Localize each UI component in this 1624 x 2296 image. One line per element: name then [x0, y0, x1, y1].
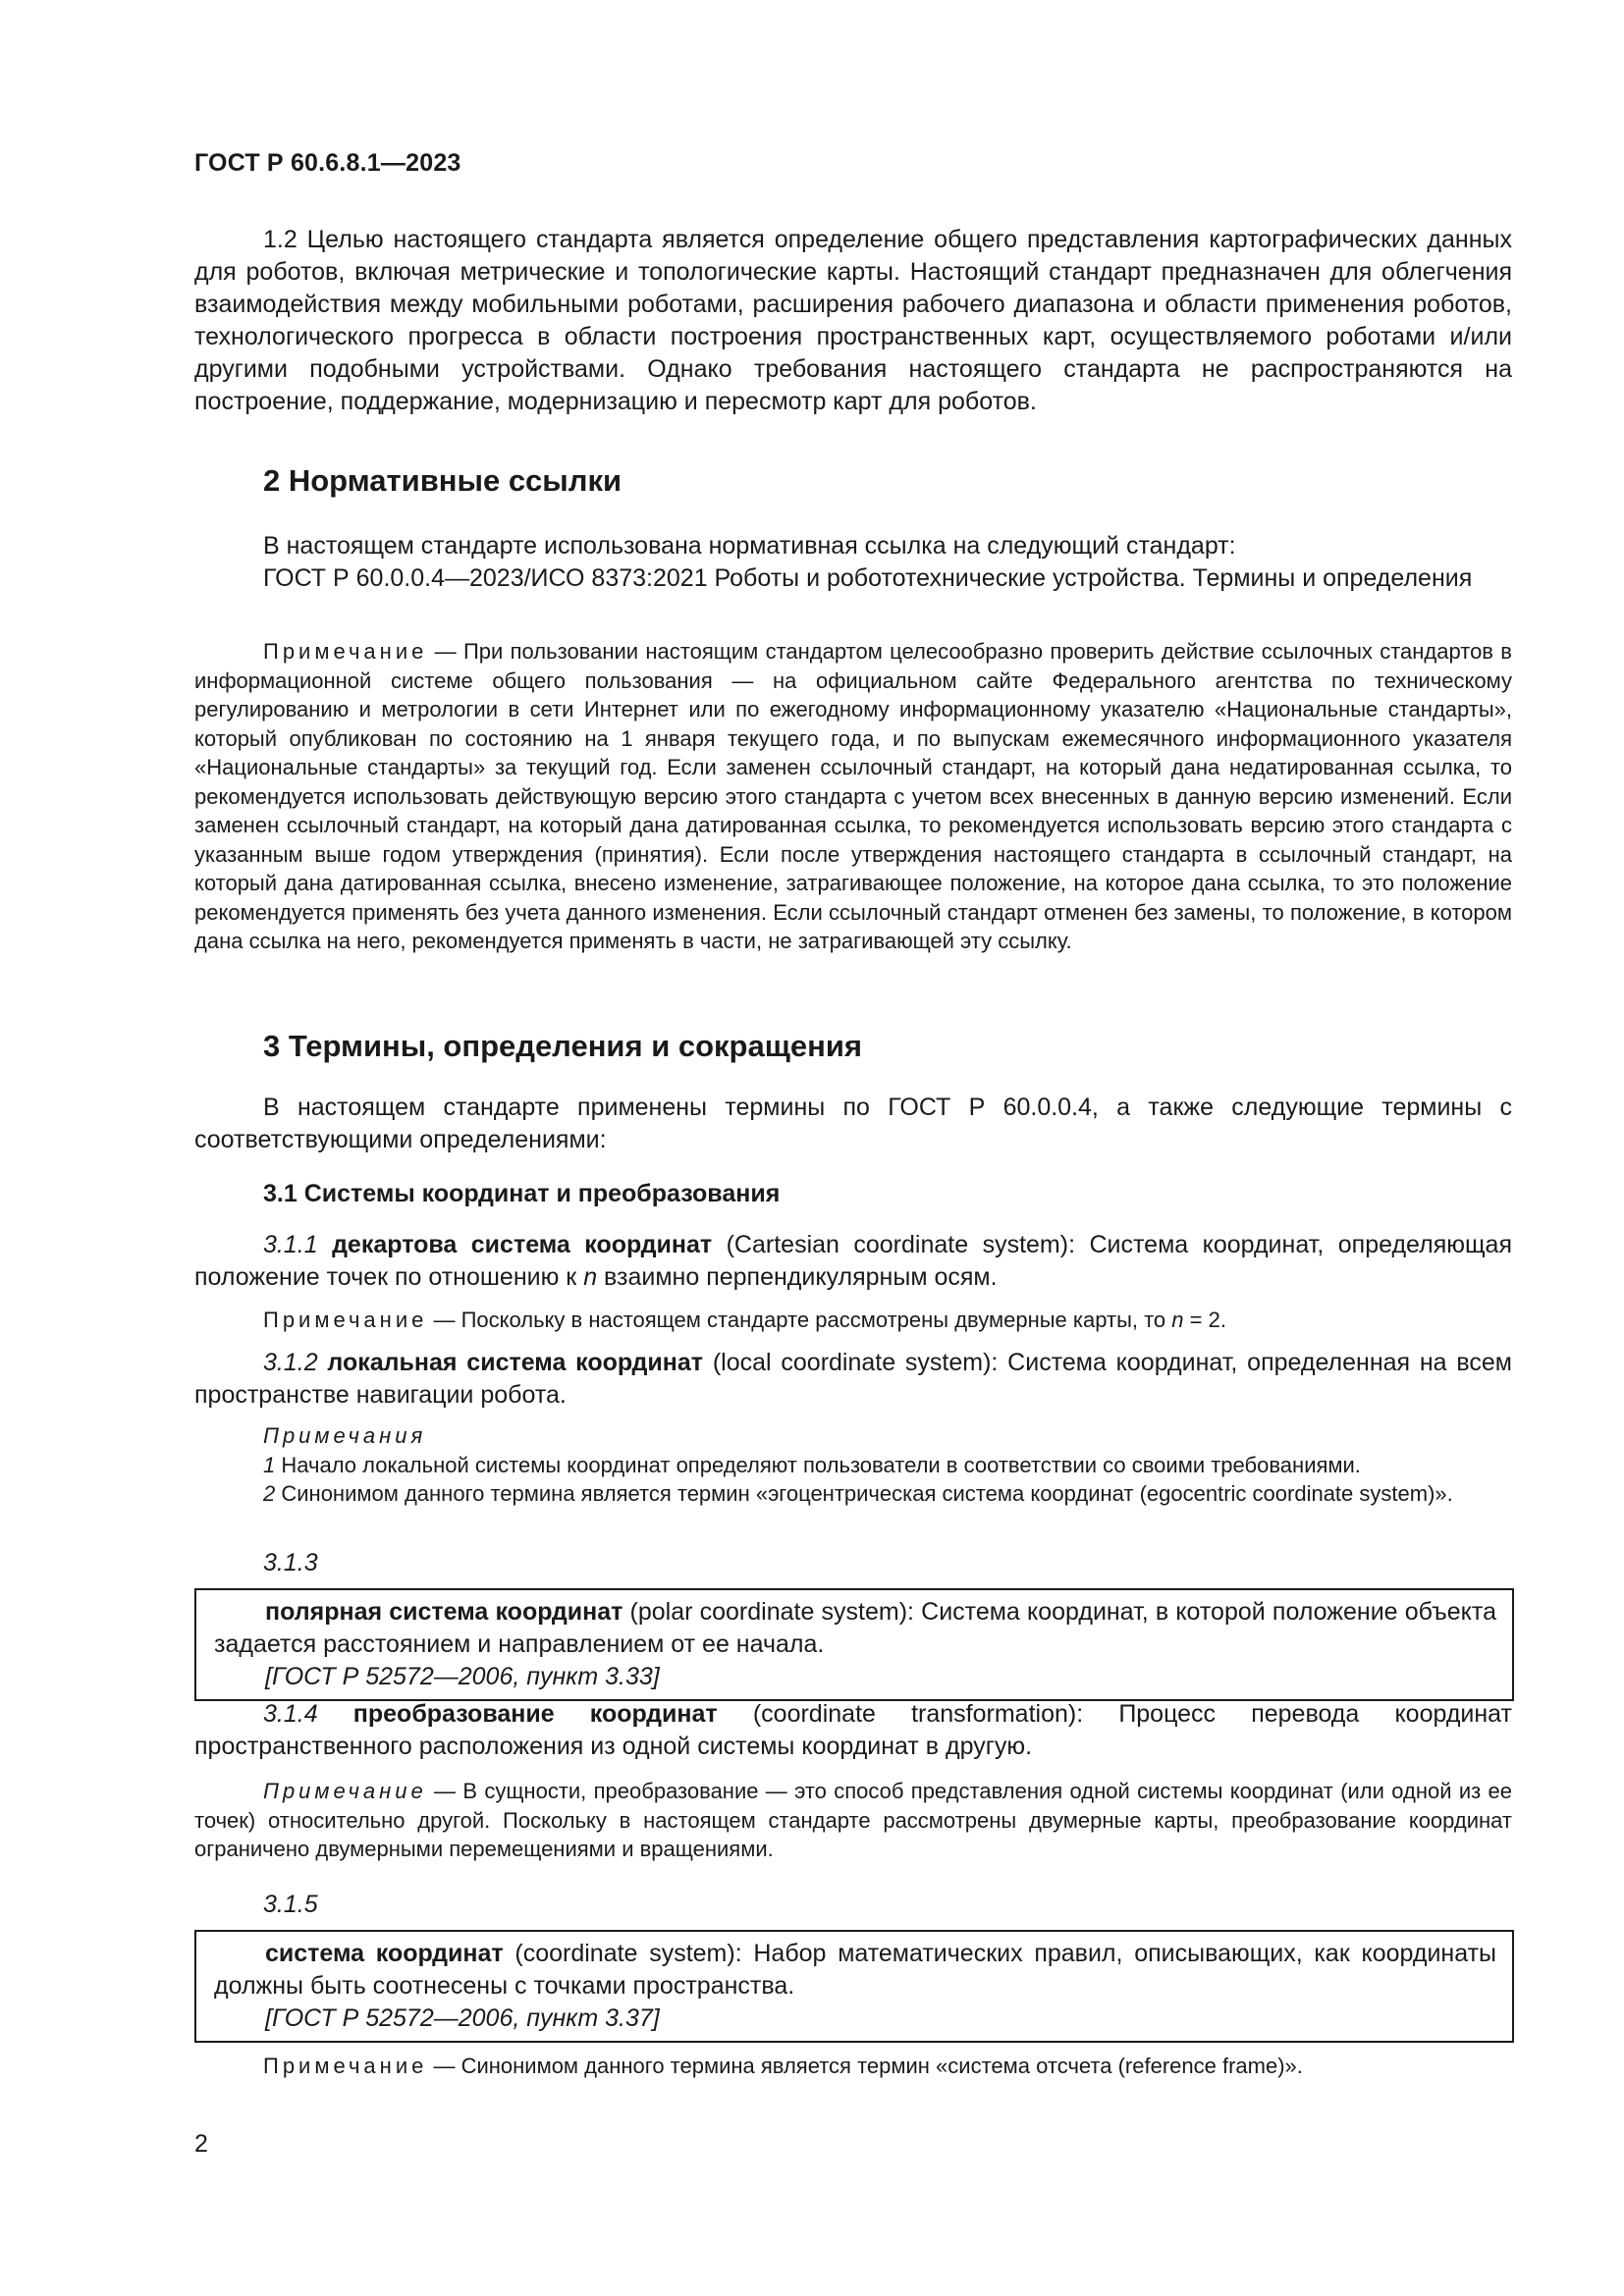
term-definition: (Cartesian coordinate system): Система координат, определяющая положение точек по отношению к: [194, 1231, 1512, 1291]
term-3-1-4: [194, 1698, 1512, 1763]
term-number: 3.1.2: [263, 1349, 318, 1376]
term-3-1-1: [194, 1229, 1512, 1294]
page-number: 2: [194, 2130, 208, 2158]
section-2-reference: ГОСТ Р 60.0.0.4—2023/ИСО 8373:2021 Роботы и робототехнические устройства. Термины и определения: [263, 564, 1473, 592]
term-3-1-5-number-block: [194, 1889, 1512, 1921]
term-3-1-2-notes: [194, 1421, 1512, 1509]
term-definition: (coordinate transformation): Процесс перевода координат пространственного расположения из одной системы координат в другую.: [194, 1700, 1512, 1760]
note-2-text: Синонимом данного термина является термин «эгоцентрическая система координат (egocentric coordinate system)».: [275, 1481, 1453, 1506]
term-number: 3.1.5: [263, 1891, 318, 1918]
term-name: полярная система координат: [265, 1598, 623, 1626]
section-2: [194, 463, 1512, 499]
note-text: — В сущности, преобразование — это способ представления одной системы координат (или одной из ее точек) относительно другой. Поскольку в настоящем стандарте рассмотрены двумерные карты, преобразование координат ограничено двумерными перемещениями и вращениями.: [194, 1779, 1512, 1861]
section-2-paragraph-1: В настоящем стандарте использована нормативная ссылка на следующий стандарт:: [263, 532, 1236, 560]
term-name: система координат: [265, 1940, 504, 1967]
section-3: [194, 1029, 1512, 1064]
term-3-1-5-box: [194, 1930, 1514, 2043]
term-variable: n: [583, 1263, 598, 1291]
note-text: — При пользовании настоящим стандартом целесообразно проверить действие ссылочных стандартов в информационной системе общего пользования — на официальном сайте Федерального агентства по техническому регулированию и метрологии в сети Интернет или по ежегодному информационному указателю «Национальные стандарты», который опубликован по состоянию на 1 января текущего года, и по выпускам ежемесячного информационного указателя «Национальные стандарты» за текущий год. Если заменен ссылочный стандарт, на который дана недатированная ссылка, то рекомендуется использовать действующую версию этого стандарта с учетом всех внесенных в данную версию изменений. Если заменен ссылочный стандарт, на который дана датированная ссылка, то рекомендуется использовать версию этого стандарта с указанным выше годом утверждения (принятия). Если после утверждения настоящего стандарта в ссылочный стандарт, на который дана датированная ссылка, внесено изменение, затрагивающее положение, на которое дана ссылка, то это положение рекомендуется применять без учета данного изменения. Если ссылочный стандарт отменен без замены, то положение, в котором дана ссылка на него, рекомендуется применять в части, не затрагивающей эту ссылку.: [194, 639, 1512, 953]
note-label: Примечание: [263, 639, 428, 664]
note-1-number: 1: [263, 1452, 276, 1477]
note-text: — Синонимом данного термина является термин «система отсчета (reference frame)».: [427, 2054, 1303, 2078]
document-header: ГОСТ Р 60.6.8.1—2023: [194, 149, 461, 177]
term-name: декартова система координат: [332, 1231, 713, 1258]
term-source-reference: [ГОСТ Р 52572—2006, пункт 3.37]: [265, 2004, 660, 2032]
note-1-text: Начало локальной системы координат определяют пользователи в соответствии со своими требованиями.: [275, 1452, 1361, 1477]
subsection-3-1: [194, 1180, 1512, 1208]
term-3-1-3-box: [194, 1588, 1514, 1701]
term-source-reference: [ГОСТ Р 52572—2006, пункт 3.33]: [265, 1663, 660, 1690]
section-1-2: [194, 224, 1512, 418]
term-definition: (coordinate system): Набор математических правил, описывающих, как координаты должны быть соотнесены с точками пространства.: [214, 1940, 1496, 2000]
term-3-1-1-note: [194, 1306, 1512, 1335]
note-variable: n: [1171, 1308, 1184, 1332]
term-number: 3.1.3: [263, 1549, 318, 1576]
term-definition: (polar coordinate system): Система координат, в которой положение объекта задается расстоянием и направлением от ее начала.: [214, 1598, 1496, 1658]
section-3-title: 3 Термины, определения и сокращения: [263, 1029, 862, 1063]
note-text-end: = 2.: [1183, 1308, 1226, 1332]
section-2-note: [194, 637, 1512, 956]
notes-label: Примечания: [263, 1423, 427, 1448]
term-number: 3.1.4: [263, 1700, 318, 1728]
note-label: Примечание: [263, 1308, 428, 1332]
note-label: Примечание: [263, 2054, 428, 2078]
term-3-1-2: [194, 1347, 1512, 1412]
section-3-intro: В настоящем стандарте применены термины по ГОСТ Р 60.0.0.4, а также следующие термины с соответствующими определениями:: [194, 1094, 1512, 1153]
term-number: 3.1.1: [263, 1231, 318, 1258]
term-definition: (local coordinate system): Система координат, определенная на всем пространстве навигации робота.: [194, 1349, 1512, 1409]
term-definition-end: взаимно перпендикулярным осям.: [597, 1263, 998, 1291]
note-text: — Поскольку в настоящем стандарте рассмотрены двумерные карты, то: [427, 1308, 1172, 1332]
term-3-1-3-number-block: [194, 1547, 1512, 1579]
term-name: преобразование координат: [352, 1700, 718, 1728]
note-2-number: 2: [263, 1481, 276, 1506]
section-2-title: 2 Нормативные ссылки: [263, 463, 623, 498]
section-2-body: [194, 530, 1512, 595]
term-name: локальная система координат: [327, 1349, 704, 1376]
subsection-3-1-title: 3.1 Системы координат и преобразования: [263, 1180, 781, 1207]
paragraph-1-2: 1.2 Целью настоящего стандарта является определение общего представления картографических данных для роботов, включая метрические и топологические карты. Настоящий стандарт предназначен для облегчения взаимодействия между мобильными роботами, расширения рабочего диапазона и области применения роботов, технологического прогресса в области построения пространственных карт, осуществляемого роботами и/или другими подобными устройствами. Однако требования настоящего стандарта не распространяются на построение, поддержание, модернизацию и пересмотр карт для роботов.: [194, 226, 1512, 415]
term-3-1-5-note: [194, 2052, 1512, 2081]
note-label: Примечание: [263, 1779, 427, 1803]
term-3-1-4-note: [194, 1777, 1512, 1864]
section-3-intro-block: [194, 1092, 1512, 1156]
